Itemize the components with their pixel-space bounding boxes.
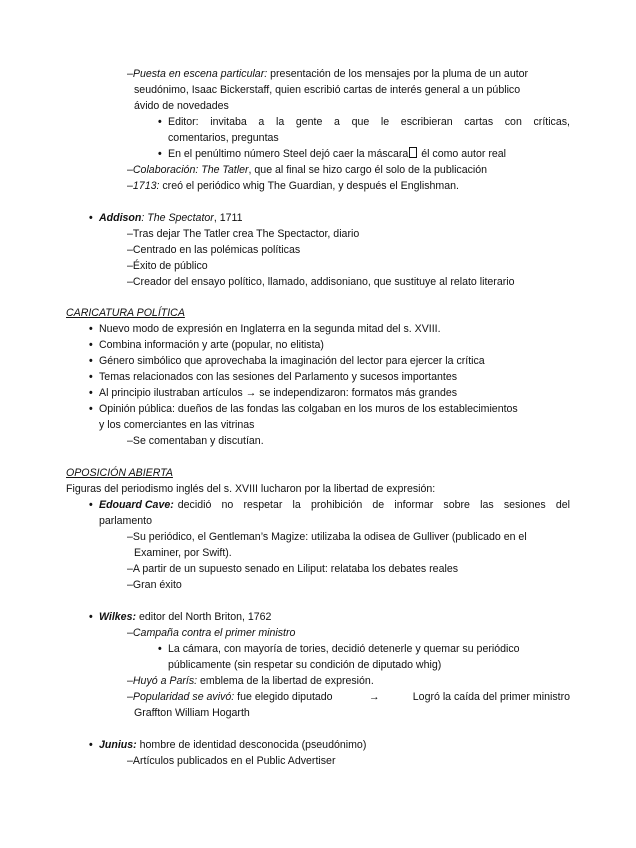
list-item: – Su periódico, el Gentleman’s Magize: utilizaba la odisea de Gulliver (publicado en el — [127, 529, 527, 545]
bullet-edouard-cave: Edouard Cave: decidió no respetar la prohibición de informar sobre las sesiones del — [99, 499, 570, 511]
list-item: Nuevo modo de expresión en Inglaterra en la segunda mitad del s. XVIII. — [99, 323, 441, 335]
list-item: – Gran éxito — [127, 577, 182, 593]
bullet-icon — [89, 353, 93, 369]
bullet-wilkes: Wilkes: editor del North Briton, 1762 — [99, 611, 272, 623]
list-item: – Popularidad se avivó: fue elegido diputado → Logró la caída del primer ministro — [127, 689, 570, 705]
list-item: – Tras dejar The Tatler crea The Spectactor, diario — [127, 226, 359, 242]
arrow-right-icon: → — [245, 387, 257, 399]
list-item: – A partir de un supuesto senado en Liliput: relataba los debates reales — [127, 561, 458, 577]
text-line: comentarios, preguntas — [168, 132, 279, 144]
list-item: Combina información y arte (popular, no elitista) — [99, 339, 324, 351]
bullet-icon — [89, 497, 93, 513]
section-heading-caricatura: CARICATURA POLÍTICA — [66, 307, 185, 319]
bullet-icon — [158, 114, 162, 130]
list-item: Al principio ilustraban artículos → se independizaron: formatos más grandes — [99, 387, 458, 399]
text-line: públicamente (sin respetar su condición de diputado whig) — [168, 659, 442, 671]
list-item: – Huyó a París: emblema de la libertad de expresión. — [127, 673, 374, 689]
list-item: Opinión pública: dueños de las fondas las colgaban en los muros de los establecimientos — [99, 403, 518, 415]
bullet-junius: Junius: hombre de identidad desconocida (pseudónimo) — [99, 739, 367, 751]
dash-item-puesta-en-escena: – Puesta en escena particular: presentación de los mensajes por la pluma de un autor — [127, 66, 528, 82]
dash-item-colaboracion: – Colaboración: The Tatler, que al final se hizo cargo él solo de la publicación — [127, 162, 487, 178]
section-heading-oposicion: OPOSICIÓN ABIERTA — [66, 467, 173, 479]
bullet-icon — [89, 385, 93, 401]
sub-bullet-penultimo: En el penúltimo número Steel dejó caer la máscara él como autor real — [168, 148, 507, 160]
bullet-icon — [89, 210, 93, 226]
bullet-icon — [89, 401, 93, 417]
bullet-icon — [89, 321, 93, 337]
sub-bullet-editor: Editor: invitaba a la gente a que le escribieran cartas con críticas, — [168, 116, 570, 128]
text-line: Examiner, por Swift). — [134, 547, 232, 559]
bullet-icon — [89, 609, 93, 625]
bullet-icon — [89, 337, 93, 353]
bullet-icon — [158, 146, 162, 162]
missing-glyph-box-icon — [409, 147, 417, 158]
section-intro: Figuras del periodismo inglés del s. XVIII lucharon por la libertad de expresión: — [66, 483, 436, 495]
dash-item-1713: – 1713: creó el periódico whig The Guardian, y después el Englishman. — [127, 178, 459, 194]
bullet-icon — [158, 641, 162, 657]
text-line: seudónimo, Isaac Bickerstaff, quien escribió cartas de interés general a un público — [134, 84, 521, 96]
list-item: – Se comentaban y discutían. — [127, 433, 264, 449]
list-item: Género simbólico que aprovechaba la imaginación del lector para ejercer la crítica — [99, 355, 485, 367]
text-line: Graffton William Hogarth — [134, 707, 250, 719]
text-line: parlamento — [99, 515, 152, 527]
list-item: – Centrado en las polémicas políticas — [127, 242, 300, 258]
list-item: – Artículos publicados en el Public Advertiser — [127, 753, 335, 769]
text-line: y los comerciantes en las vitrinas — [99, 419, 255, 431]
list-item: – Éxito de público — [127, 258, 208, 274]
list-item: – Campaña contra el primer ministro — [127, 625, 295, 641]
list-item: Temas relacionados con las sesiones del Parlamento y sucesos importantes — [99, 371, 458, 383]
text-line: ávido de novedades — [134, 100, 229, 112]
list-item: – Creador del ensayo político, llamado, addisoniano, que sustituye al relato literario — [127, 274, 515, 290]
bullet-addison: Addison: The Spectator, 1711 — [99, 212, 243, 224]
arrow-right-icon: → — [365, 691, 380, 703]
bullet-icon — [89, 737, 93, 753]
sub-bullet-camara: La cámara, con mayoría de tories, decidió detenerle y quemar su periódico — [168, 643, 520, 655]
bullet-icon — [89, 369, 93, 385]
